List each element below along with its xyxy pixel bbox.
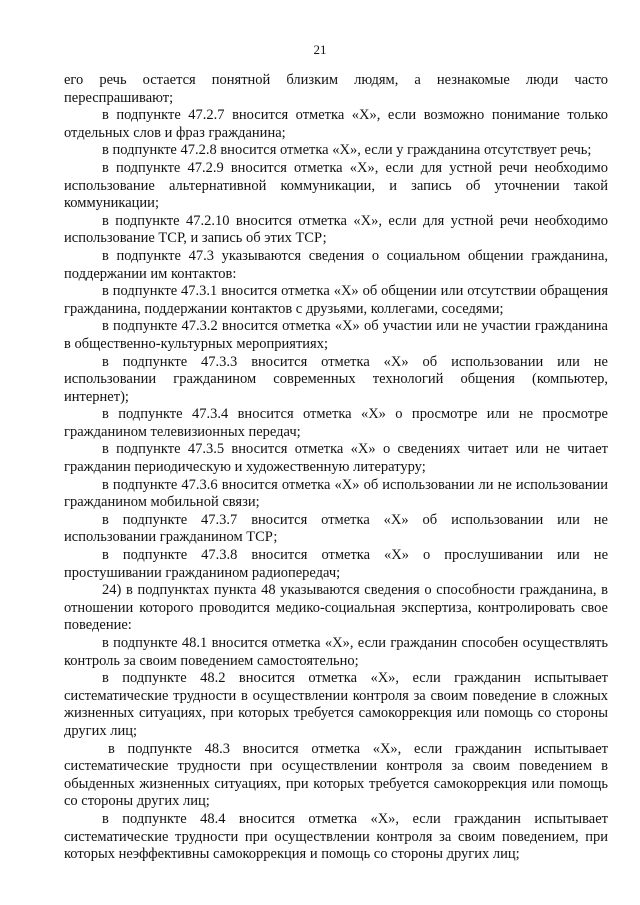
paragraph: в подпункте 47.3 указываются сведения о социальном общении гражданина, поддержании им контактов:: [64, 247, 608, 282]
paragraph: в подпункте 48.4 вносится отметка «Х», если гражданин испытывает систематические трудности при осуществлении контроля за своим поведением, при которых неэффективны самокоррекция и помощь со стороны других лиц;: [64, 810, 608, 863]
paragraph: в подпункте 47.2.7 вносится отметка «Х», если возможно понимание только отдельных слов и фраз гражданина;: [64, 107, 608, 141]
paragraph: в подпункте 47.2.10 вносится отметка «Х», если для устной речи необходимо использование ТСР, и запись об этих ТСР;: [64, 212, 608, 247]
paragraph: в подпункте 47.3.5 вносится отметка «Х» о сведениях читает или не читает гражданин периодическую и художественную литературу;: [64, 441, 608, 476]
paragraph: в подпункте 47.2.8 вносится отметка «Х», если у гражданина отсутствует речь;: [102, 142, 592, 159]
paragraph: 24) в подпунктах пункта 48 указываются сведения о способности гражданина, в отношении которого проводится медико-социальная экспертиза, контролировать свое поведение:: [64, 582, 608, 634]
paragraph: в подпункте 47.3.4 вносится отметка «Х» о просмотре или не просмотре гражданином телевизионных передач;: [64, 406, 608, 440]
paragraph: в подпункте 47.2.9 вносится отметка «Х», если для устной речи необходимо использование альтернативной коммуникации, и запись об уточнении такой коммуникации;: [64, 159, 608, 212]
paragraph: в подпункте 47.3.7 вносится отметка «Х» об использовании или не использовании гражданином ТСР;: [64, 511, 608, 546]
paragraph: в подпункте 47.3.1 вносится отметка «Х» об общении или отсутствии обращения гражданина, поддержании контактов с друзьями, коллегами, соседями;: [64, 283, 608, 317]
paragraph: в подпункте 47.3.8 вносится отметка «Х» о прослушивании или не простушивании гражданином радиопередач;: [64, 547, 608, 581]
paragraph: в подпункте 48.1 вносится отметка «Х», если гражданин способен осуществлять контроль за своим поведением самостоятельно;: [64, 635, 608, 669]
paragraph: его речь остается понятной близким людям, а незнакомые люди часто переспрашивают;: [64, 72, 608, 106]
paragraph: в подпункте 48.2 вносится отметка «Х», если гражданин испытывает систематические трудности в осуществлении контроля за своим поведение в сложных жизненных ситуациях, при которых требуется самокоррекция или помощь со стороны других лиц;: [64, 670, 608, 739]
document-body: [64, 72, 608, 864]
paragraph: в подпункте 47.3.6 вносится отметка «Х» об использовании ли не использовании гражданином мобильной связи;: [64, 476, 608, 511]
paragraph: в подпункте 47.3.2 вносится отметка «Х» об участии или не участии гражданина в общественно-культурных мероприятиях;: [64, 318, 608, 352]
page-number: 21: [313, 42, 327, 57]
paragraph: в подпункте 47.3.3 вносится отметка «Х» об использовании или не использовании гражданином современных технологий общения (компьютер, интернет);: [64, 353, 608, 405]
paragraph: в подпункте 48.3 вносится отметка «Х», если гражданин испытывает систематические трудности при осуществлении контроля за своим поведением в обыденных жизненных ситуациях, при которых требуется самокоррекция или помощь со стороны других лиц;: [64, 740, 608, 810]
